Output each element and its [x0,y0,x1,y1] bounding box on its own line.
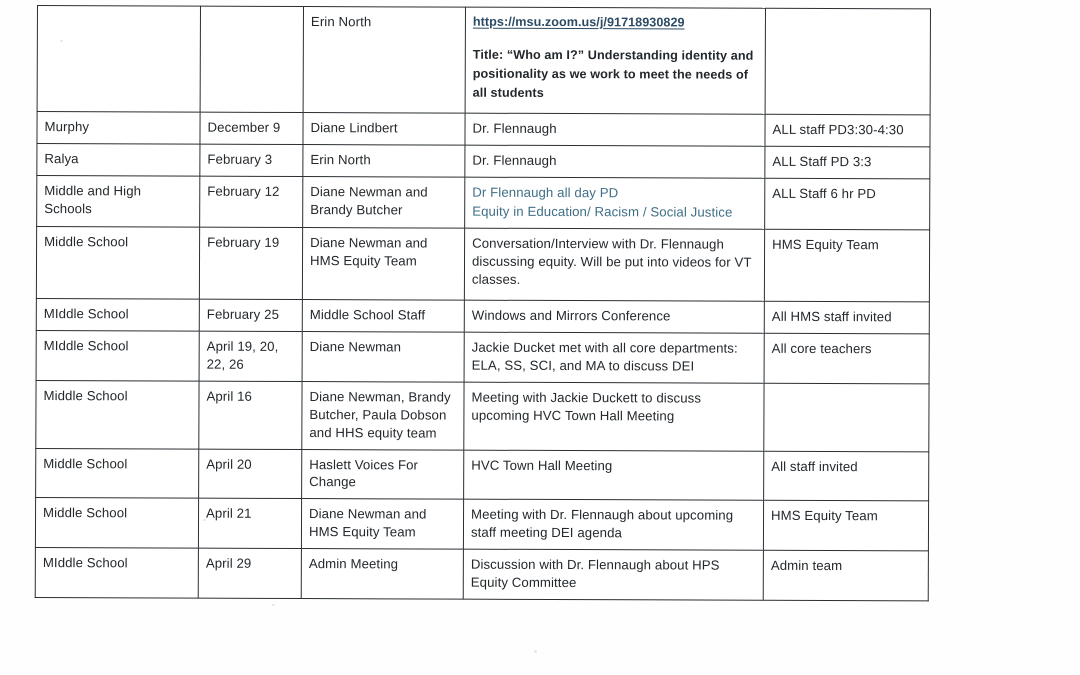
cell-audience: HMS Equity Team [764,229,929,302]
cell-description: HVC Town Hall Meeting [464,450,764,501]
cell-people: Haslett Voices For Change [302,449,464,500]
cell-audience: HMS Equity Team [763,501,928,552]
cell-date: December 9 [200,112,303,144]
cell-building: Murphy [37,112,200,145]
cell-audience: All staff invited [764,451,929,502]
cell-audience: All HMS staff invited [764,301,929,334]
cell-date: April 29 [198,548,301,598]
cell-people: Diane Lindbert [303,113,465,146]
cell-description: Discussion with Dr. Flennaugh about HPS Equity Committee [463,549,763,600]
cell-date: February 12 [200,176,303,227]
cell-description [465,7,765,114]
zoom-meeting-link[interactable]: https://msu.zoom.us/j/91718930829 [472,14,685,30]
cell-audience: ALL Staff PD 3:3 [765,146,930,179]
cell-description [465,177,765,229]
cell-building: MIddle School [36,298,199,331]
cell-building: Ralya [37,143,200,176]
cell-description: Meeting with Jackie Duckett to discuss upcoming HVC Town Hall Meeting [464,382,764,451]
cell-audience [765,8,930,115]
scan-speck [272,604,275,606]
cell-building [37,6,200,113]
table-row [36,330,929,383]
table-row [36,226,929,301]
table-row [37,175,930,229]
cell-description: Jackie Ducket met with all core departments: ELA, SS, SCI, and MA to discuss DEI [464,332,764,383]
cell-building: MIddle School [35,548,198,599]
table-container [35,5,930,602]
cell-people: Diane Newman and HMS Equity Team [301,499,463,550]
cell-audience [764,383,929,451]
cell-date [200,6,303,112]
description-line-2: Equity in Education/ Racism / Social Justice [472,203,733,220]
table-row [36,448,929,501]
cell-building: Middle School [36,448,199,499]
cell-description: Meeting with Dr. Flennaugh about upcoming staff meeting DEI agenda [463,500,763,551]
table-row [36,380,929,451]
cell-date: April 21 [198,499,301,549]
cell-date: February 3 [200,144,303,176]
table-row [37,112,930,147]
table-row [37,143,930,178]
cell-audience: ALL Staff 6 hr PD [765,178,930,230]
cell-description: Dr. Flennaugh [465,145,765,178]
cell-audience: Admin team [763,551,928,602]
cell-description: Windows and Mirrors Conference [464,300,764,333]
cell-date: February 19 [199,227,302,299]
scan-speck [60,40,63,42]
cell-audience: ALL staff PD3:30-4:30 [765,114,930,147]
cell-description: Dr. Flennaugh [465,113,765,146]
cell-people: Erin North [303,7,465,114]
cell-date: April 20 [199,449,302,499]
scan-speck [203,519,206,521]
table-row [35,498,928,551]
pd-activity-table [35,5,931,602]
table-row [35,548,928,601]
cell-building: Middle and High Schools [37,175,200,227]
cell-building: Middle School [35,498,198,549]
table-row [37,6,930,115]
table-row [36,298,929,333]
cell-description: Conversation/Interview with Dr. Flennaugh discussing equity. Will be put into videos for VT classes. [464,228,764,301]
cell-date: February 25 [199,299,302,331]
cell-audience: All core teachers [764,333,929,384]
scan-speck [534,650,537,653]
cell-people: Diane Newman and Brandy Butcher [303,176,465,228]
cell-people: Middle School Staff [302,299,464,332]
session-title: Title: “Who am I?” Understanding identity and positionality as we work to meet the needs of all students [472,47,754,100]
cell-people: Diane Newman, Brandy Butcher, Paula Dobson and HHS equity team [302,381,464,449]
cell-building: Middle School [36,226,199,299]
cell-building: Middle School [36,380,199,448]
cell-date: April 16 [199,381,302,449]
cell-people: Erin North [303,144,465,177]
cell-people: Diane Newman and HMS Equity Team [302,227,464,300]
cell-building: MIddle School [36,330,199,381]
cell-date: April 19, 20, 22, 26 [199,331,302,381]
cell-people: Admin Meeting [301,549,463,600]
cell-people: Diane Newman [302,331,464,382]
description-line-1: Dr Flennaugh all day PD [472,184,619,201]
